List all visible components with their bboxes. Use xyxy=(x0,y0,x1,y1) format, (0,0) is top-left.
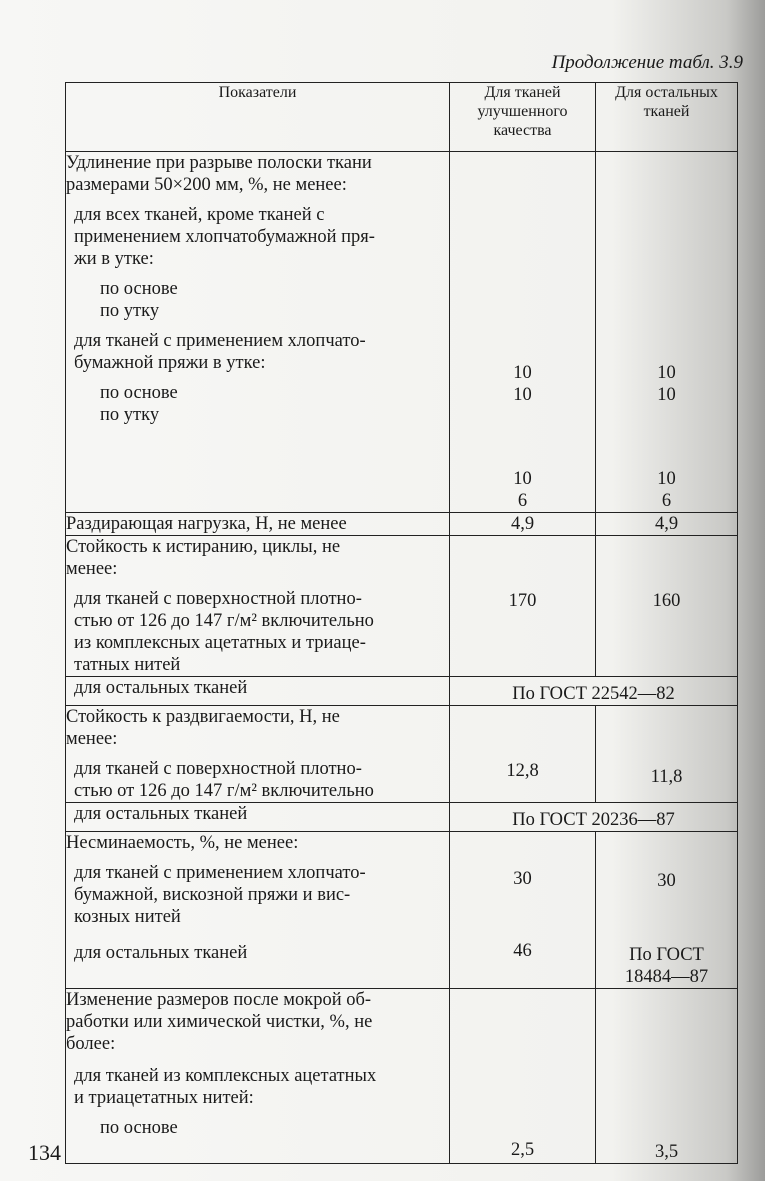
row-value-other: 30 По ГОСТ 18484—87 xyxy=(596,832,738,989)
table-row xyxy=(66,536,738,677)
row-value-other: 4,9 xyxy=(596,513,738,536)
row-value-other: 10 10 10 6 xyxy=(596,152,738,513)
row-value-other: 11,8 xyxy=(596,706,738,803)
row-label: Раздирающая нагрузка, Н, не менее xyxy=(66,513,450,536)
table-row xyxy=(66,832,738,989)
table-row xyxy=(66,152,738,513)
row-label: Стойкость к истиранию, циклы, не менее: для тканей с поверхностной плотно- стью от 126 до 147 г/м² включительно из комплексных ацетатных и триаце- татных нитей xyxy=(66,536,450,677)
header-improved-quality: Для тканей улучшенного качества xyxy=(450,83,596,152)
row-label: Изменение размеров после мокрой об- работки или химической чистки, %, не более: для тканей из комплексных ацетатных и триацетатных нитей: по основе xyxy=(66,989,450,1164)
row-value-improved: 4,9 xyxy=(450,513,596,536)
specification-table xyxy=(65,82,738,1164)
row-label: Удлинение при разрыве полоски ткани размерами 50×200 мм, %, не менее: для всех тканей, кроме тканей с применением хлопчатобумажной пря- жи в утке: по основе по утку для тканей с применением хлопчато- бумажной пряжи в утке: по основе по утку xyxy=(66,152,450,513)
table-row xyxy=(66,513,738,536)
row-value-other: 160 xyxy=(596,536,738,677)
row-value-improved: 170 xyxy=(450,536,596,677)
table-row xyxy=(66,989,738,1164)
row-value-span: По ГОСТ 22542—82 xyxy=(450,677,738,706)
row-value-improved: 12,8 xyxy=(450,706,596,803)
row-value-other: 3,5 xyxy=(596,989,738,1164)
row-value-improved: 10 10 10 6 xyxy=(450,152,596,513)
table-row xyxy=(66,706,738,803)
row-label: для остальных тканей xyxy=(66,803,450,832)
table-row xyxy=(66,677,738,706)
header-other-fabrics: Для остальных тканей xyxy=(596,83,738,152)
page-number: 134 xyxy=(28,1140,61,1165)
row-value-improved: 2,5 xyxy=(450,989,596,1164)
row-label: Несминаемость, %, не менее: для тканей с применением хлопчато- бумажной, вискозной пряжи и вис- козных нитей для остальных тканей xyxy=(66,832,450,989)
row-label: Стойкость к раздвигаемости, Н, не менее: для тканей с поверхностной плотно- стью от 126 до 147 г/м² включительно xyxy=(66,706,450,803)
row-label: для остальных тканей xyxy=(66,677,450,706)
row-value-improved: 30 46 xyxy=(450,832,596,989)
header-indicators: Показатели xyxy=(66,83,450,152)
row-value-span: По ГОСТ 20236—87 xyxy=(450,803,738,832)
table-header-row xyxy=(66,83,738,152)
table-row xyxy=(66,803,738,832)
table-caption: Продолжение табл. 3.9 xyxy=(551,52,743,73)
